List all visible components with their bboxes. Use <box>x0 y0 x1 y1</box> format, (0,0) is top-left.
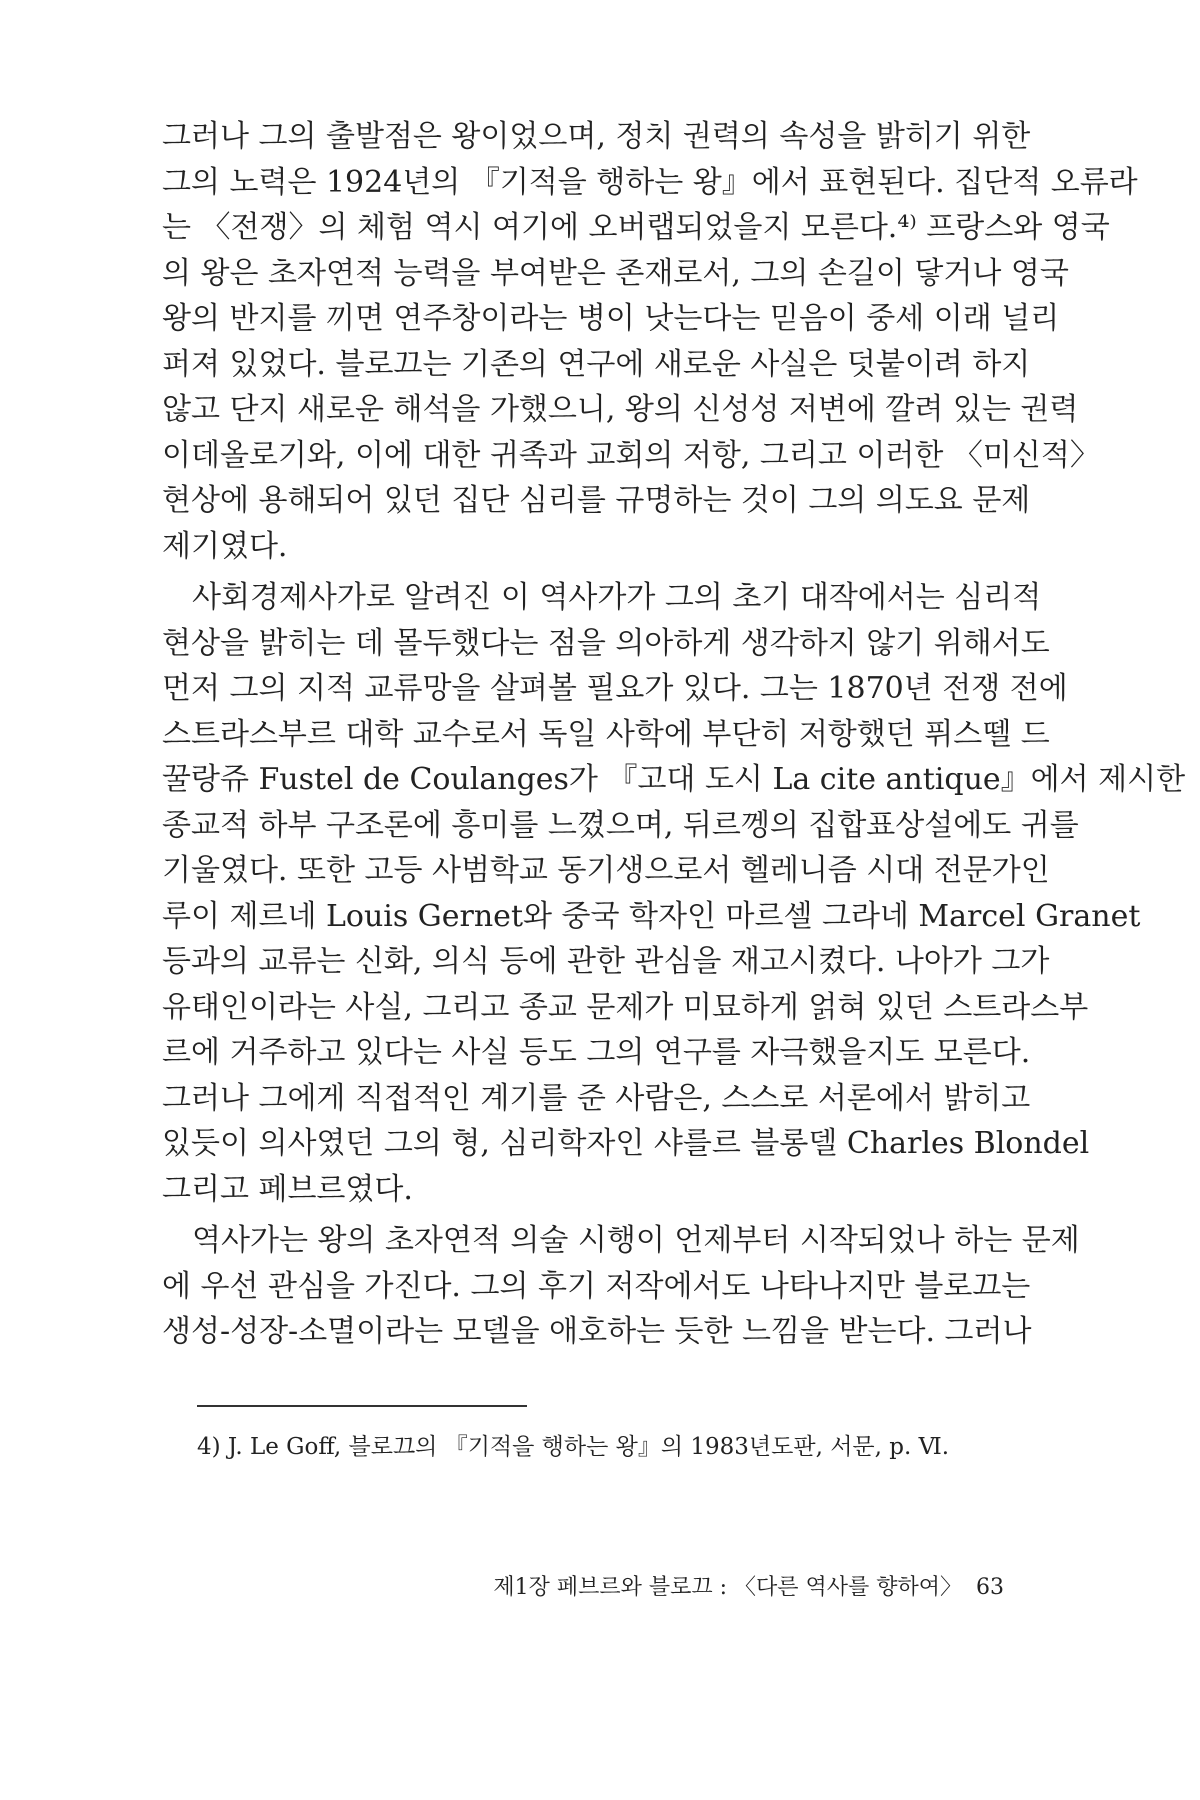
text-line: 루이 제르네 Louis Gernet와 중국 학자인 마르셀 그라네 Marcel Granet <box>162 898 1141 934</box>
text-line: 에 우선 관심을 가진다. 그의 후기 저작에서도 나타나지만 블로끄는 <box>162 1268 1031 1304</box>
page-number: 63 <box>976 1575 1004 1600</box>
text-line: 퍼져 있었다. 블로끄는 기존의 연구에 새로운 사실은 덧붙이려 하지 <box>162 346 1031 382</box>
text-line: 먼저 그의 지적 교류망을 살펴볼 필요가 있다. 그는 1870년 전쟁 전에 <box>162 671 1068 706</box>
text-line: 종교적 하부 구조론에 흥미를 느꼈으며, 뒤르껭의 집합표상설에도 귀를 <box>162 807 1079 843</box>
page-footer <box>493 1570 1004 1601</box>
text-line: 현상을 밝히는 데 몰두했다는 점을 의아하게 생각하지 않기 위해서도 <box>162 625 1050 661</box>
text-line: 스트라스부르 대학 교수로서 독일 사학에 부단히 저항했던 퓌스뗄 드 <box>162 716 1050 752</box>
text-line: 기울였다. 또한 고등 사범학교 동기생으로서 헬레니즘 시대 전문가인 <box>162 853 1050 888</box>
footnote: 4) J. Le Goff, 블로끄의 『기적을 행하는 왕』의 1983년도판, 서문, p. Ⅵ. <box>197 1434 950 1460</box>
text-line: 유태인이라는 사실, 그리고 종교 문제가 미묘하게 얽혀 있던 스트라스부 <box>162 989 1089 1025</box>
text-line: 이데올로기와, 이에 대한 귀족과 교회의 저항, 그리고 이러한 〈미신적〉 <box>162 437 1100 473</box>
text-line: 제기였다. <box>162 528 288 564</box>
text-line: 그리고 페브르였다. <box>162 1171 413 1207</box>
text-line: 그러나 그의 출발점은 왕이었으며, 정치 권력의 속성을 밝히기 위한 <box>162 119 1031 154</box>
text-line: 의 왕은 초자연적 능력을 부여받은 존재로서, 그의 손길이 닿거나 영국 <box>162 255 1069 291</box>
paragraph-2 <box>162 575 1186 1212</box>
text-line: 왕의 반지를 끼면 연주창이라는 병이 낫는다는 믿음이 중세 이래 널리 <box>162 301 1060 336</box>
text-line: 현상에 용해되어 있던 집단 심리를 규명하는 것이 그의 의도요 문제 <box>162 483 1031 518</box>
running-title: 제1장 페브르와 블로끄 : 〈다른 역사를 향하여〉 <box>493 1575 962 1600</box>
text-line: 역사가는 왕의 초자연적 의술 시행이 언제부터 시작되었나 하는 문제 <box>192 1223 1080 1258</box>
text-line: 르에 거주하고 있다는 사실 등도 그의 연구를 자극했을지도 모른다. <box>162 1035 1031 1070</box>
text-line: 등과의 교류는 신화, 의식 등에 관한 관심을 재고시켰다. 나아가 그가 <box>162 944 1050 979</box>
text-line: 않고 단지 새로운 해석을 가했으니, 왕의 신성성 저변에 깔려 있는 권력 <box>162 392 1079 427</box>
footnote-divider <box>197 1405 527 1407</box>
paragraph-3 <box>162 1218 1080 1355</box>
text-line: 는 〈전쟁〉의 체험 역시 여기에 오버랩되었을지 모른다.⁴⁾ 프랑스와 영국 <box>162 210 1110 245</box>
text-line: 사회경제사가로 알려진 이 역사가가 그의 초기 대작에서는 심리적 <box>192 580 1042 615</box>
text-line: 꿀랑쥬 Fustel de Coulanges가 『고대 도시 La cite antique』에서 제시한 <box>162 762 1186 797</box>
text-line: 있듯이 의사였던 그의 형, 심리학자인 샤를르 블롱델 Charles Blondel <box>162 1126 1090 1161</box>
text-line: 그의 노력은 1924년의 『기적을 행하는 왕』에서 표현된다. 집단적 오류라 <box>162 164 1138 200</box>
text-line: 생성-성장-소멸이라는 모델을 애호하는 듯한 느낌을 받는다. 그러나 <box>162 1314 1032 1349</box>
body-text <box>162 114 1186 1361</box>
text-line: 그러나 그에게 직접적인 계기를 준 사람은, 스스로 서론에서 밝히고 <box>162 1080 1031 1116</box>
paragraph-1 <box>162 114 1138 569</box>
